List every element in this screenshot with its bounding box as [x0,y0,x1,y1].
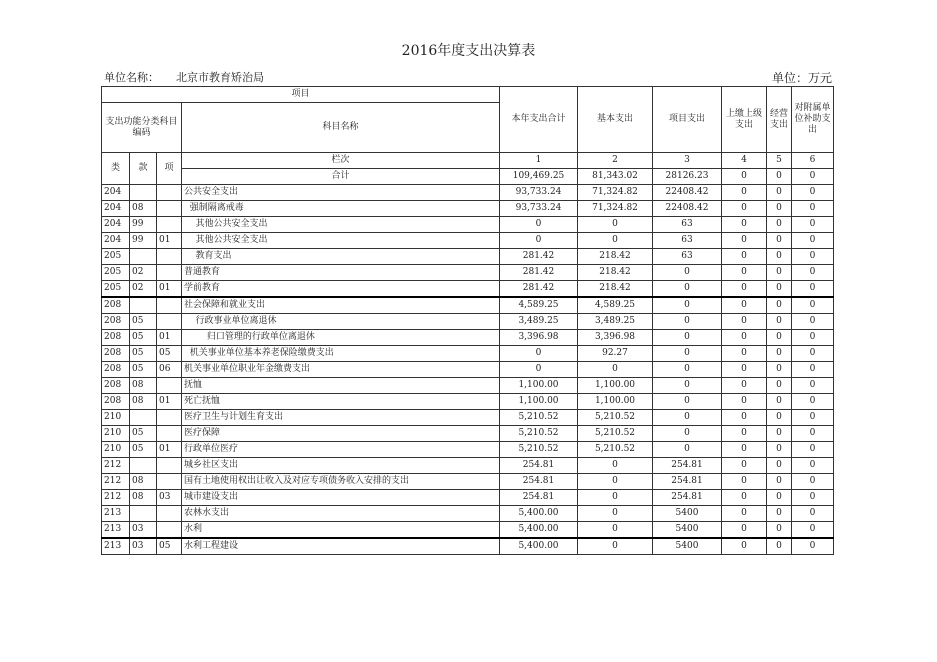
code-kuan: 08 [130,474,157,490]
code-xiang: 06 [157,362,182,378]
code-lei: 204 [102,201,130,217]
code-lei: 208 [102,346,130,362]
header-total: 本年支出合计 [500,87,578,153]
basic-amount: 71,324.82 [578,185,653,201]
business-amount: 0 [767,458,792,474]
upper-amount: 0 [722,233,767,249]
subject-name: 医疗保障 [182,426,500,442]
basic-amount: 71,324.82 [578,201,653,217]
business-amount: 0 [767,538,792,555]
upper-amount: 0 [722,506,767,522]
upper-amount: 0 [722,458,767,474]
code-kuan [130,185,157,201]
basic-amount: 3,489.25 [578,314,653,330]
total-cell: 0 [722,169,767,185]
upper-amount: 0 [722,442,767,458]
code-xiang: 01 [157,330,182,346]
code-xiang [157,378,182,394]
code-lei: 208 [102,297,130,314]
subject-name: 强制隔离戒毒 [182,201,500,217]
code-xiang: 01 [157,281,182,298]
total-amount: 5,210.52 [500,426,578,442]
business-amount: 0 [767,185,792,201]
project-amount: 0 [653,314,722,330]
upper-amount: 0 [722,522,767,539]
code-xiang: 05 [157,346,182,362]
col-number: 3 [653,153,722,169]
code-kuan: 05 [130,346,157,362]
code-lei: 212 [102,474,130,490]
code-xiang: 01 [157,442,182,458]
business-amount: 0 [767,201,792,217]
code-lei: 205 [102,265,130,281]
code-xiang [157,426,182,442]
col-number: 5 [767,153,792,169]
subject-name: 国有土地使用权出让收入及对应专项债务收入安排的支出 [182,474,500,490]
business-amount: 0 [767,217,792,233]
project-amount: 254.81 [653,474,722,490]
upper-amount: 0 [722,249,767,265]
project-amount: 0 [653,442,722,458]
table-row [102,458,834,474]
code-lei: 208 [102,314,130,330]
code-lei: 205 [102,281,130,298]
business-amount: 0 [767,378,792,394]
code-xiang [157,201,182,217]
code-kuan [130,410,157,426]
project-amount: 5400 [653,538,722,555]
col-number: 1 [500,153,578,169]
subsidy-amount: 0 [792,201,834,217]
upper-amount: 0 [722,314,767,330]
total-amount: 254.81 [500,490,578,506]
header-upper: 上缴上级支出 [722,87,767,153]
unit-measure: 单位：万元 [771,71,832,85]
total-amount: 4,589.25 [500,297,578,314]
subject-name: 城市建设支出 [182,490,500,506]
unit-name: 北京市教育矫治局 [176,71,264,84]
total-amount: 281.42 [500,249,578,265]
table-row [102,217,834,233]
subsidy-amount: 0 [792,362,834,378]
project-amount: 63 [653,249,722,265]
subsidy-amount: 0 [792,265,834,281]
upper-amount: 0 [722,410,767,426]
code-lei: 213 [102,538,130,555]
upper-amount: 0 [722,362,767,378]
total-amount: 93,733.24 [500,185,578,201]
project-amount: 0 [653,378,722,394]
header-lei: 类 [102,153,130,185]
table-row [102,297,834,314]
code-kuan: 03 [130,522,157,539]
table-row [102,330,834,346]
project-amount: 0 [653,281,722,298]
report-title: 2016年度支出决算表 [401,43,536,59]
subsidy-amount: 0 [792,217,834,233]
table-row [102,506,834,522]
table-row [102,378,834,394]
subject-name: 其他公共安全支出 [182,217,500,233]
project-amount: 0 [653,362,722,378]
total-cell: 28126.23 [653,169,722,185]
total-amount: 3,489.25 [500,314,578,330]
code-kuan: 03 [130,538,157,555]
subsidy-amount: 0 [792,249,834,265]
table-row [102,265,834,281]
code-kuan: 02 [130,265,157,281]
code-xiang: 01 [157,394,182,410]
code-xiang: 03 [157,490,182,506]
total-amount: 254.81 [500,474,578,490]
basic-amount: 5,210.52 [578,442,653,458]
subsidy-amount: 0 [792,185,834,201]
table-row [102,522,834,539]
subject-name: 机关事业单位职业年金缴费支出 [182,362,500,378]
upper-amount: 0 [722,474,767,490]
basic-amount: 4,589.25 [578,297,653,314]
header-business: 经营支出 [767,87,792,153]
upper-amount: 0 [722,201,767,217]
code-lei: 204 [102,185,130,201]
subject-name: 其他公共安全支出 [182,233,500,249]
business-amount: 0 [767,362,792,378]
code-xiang [157,314,182,330]
basic-amount: 1,100.00 [578,394,653,410]
table-row [102,538,834,555]
header-code: 支出功能分类科目编码 [102,103,182,153]
total-amount: 1,100.00 [500,394,578,410]
code-lei: 208 [102,378,130,394]
project-amount: 0 [653,346,722,362]
upper-amount: 0 [722,394,767,410]
table-row [102,426,834,442]
unit-label: 单位名称： [104,71,159,84]
project-amount: 5400 [653,506,722,522]
col-number: 6 [792,153,834,169]
business-amount: 0 [767,426,792,442]
subject-name: 医疗卫生与计划生育支出 [182,410,500,426]
subsidy-amount: 0 [792,538,834,555]
business-amount: 0 [767,314,792,330]
header-subsidy: 对附属单位补助支出 [792,87,834,153]
total-cell: 0 [767,169,792,185]
code-kuan [130,506,157,522]
total-amount: 0 [500,362,578,378]
code-lei: 205 [102,249,130,265]
table-row [102,314,834,330]
project-amount: 0 [653,265,722,281]
col-number: 2 [578,153,653,169]
total-amount: 0 [500,346,578,362]
total-amount: 1,100.00 [500,378,578,394]
business-amount: 0 [767,490,792,506]
subsidy-amount: 0 [792,506,834,522]
total-amount: 93,733.24 [500,201,578,217]
total-amount: 5,400.00 [500,538,578,555]
header-lanci: 栏次 [182,153,500,169]
business-amount: 0 [767,233,792,249]
business-amount: 0 [767,394,792,410]
basic-amount: 0 [578,474,653,490]
subsidy-amount: 0 [792,426,834,442]
subsidy-amount: 0 [792,474,834,490]
business-amount: 0 [767,474,792,490]
subject-name: 普通教育 [182,265,500,281]
subsidy-amount: 0 [792,297,834,314]
table-row [102,249,834,265]
subsidy-amount: 0 [792,522,834,539]
code-kuan: 05 [130,362,157,378]
business-amount: 0 [767,297,792,314]
total-cell: 109,469.25 [500,169,578,185]
total-amount: 281.42 [500,281,578,298]
table-row [102,394,834,410]
code-kuan: 08 [130,394,157,410]
business-amount: 0 [767,522,792,539]
code-kuan [130,458,157,474]
code-lei: 210 [102,442,130,458]
table-row [102,233,834,249]
subsidy-amount: 0 [792,314,834,330]
project-amount: 5400 [653,522,722,539]
subsidy-amount: 0 [792,281,834,298]
code-xiang [157,217,182,233]
subsidy-amount: 0 [792,233,834,249]
table-row [102,442,834,458]
code-kuan [130,297,157,314]
code-lei: 212 [102,490,130,506]
subject-name: 死亡抚恤 [182,394,500,410]
subsidy-amount: 0 [792,442,834,458]
code-kuan [130,249,157,265]
total-amount: 3,396.98 [500,330,578,346]
subject-name: 行政事业单位离退休 [182,314,500,330]
subject-name: 教育支出 [182,249,500,265]
business-amount: 0 [767,442,792,458]
subject-name: 水利工程建设 [182,538,500,555]
business-amount: 0 [767,410,792,426]
subsidy-amount: 0 [792,346,834,362]
code-kuan: 05 [130,330,157,346]
code-lei: 208 [102,330,130,346]
expenditure-table [101,86,834,555]
code-kuan: 05 [130,314,157,330]
upper-amount: 0 [722,426,767,442]
header-heji: 合计 [182,169,500,185]
code-lei: 208 [102,394,130,410]
basic-amount: 0 [578,506,653,522]
total-amount: 5,400.00 [500,522,578,539]
basic-amount: 0 [578,217,653,233]
code-xiang [157,185,182,201]
table-row [102,362,834,378]
subsidy-amount: 0 [792,330,834,346]
subject-name: 社会保障和就业支出 [182,297,500,314]
upper-amount: 0 [722,538,767,555]
subject-name: 农林水支出 [182,506,500,522]
code-kuan: 05 [130,442,157,458]
code-xiang: 05 [157,538,182,555]
basic-amount: 0 [578,490,653,506]
total-amount: 281.42 [500,265,578,281]
code-lei: 204 [102,233,130,249]
code-xiang [157,458,182,474]
business-amount: 0 [767,506,792,522]
subject-name: 抚恤 [182,378,500,394]
project-amount: 63 [653,233,722,249]
basic-amount: 0 [578,522,653,539]
project-amount: 22408.42 [653,185,722,201]
basic-amount: 5,210.52 [578,426,653,442]
upper-amount: 0 [722,297,767,314]
total-amount: 5,210.52 [500,410,578,426]
code-xiang [157,474,182,490]
basic-amount: 218.42 [578,249,653,265]
code-xiang [157,297,182,314]
subsidy-amount: 0 [792,458,834,474]
project-amount: 0 [653,297,722,314]
basic-amount: 1,100.00 [578,378,653,394]
subsidy-amount: 0 [792,378,834,394]
table-row [102,201,834,217]
code-kuan: 99 [130,233,157,249]
header-project: 项目 [102,87,500,103]
upper-amount: 0 [722,185,767,201]
code-kuan: 08 [130,201,157,217]
subject-name: 公共安全支出 [182,185,500,201]
subject-name: 行政单位医疗 [182,442,500,458]
basic-amount: 0 [578,458,653,474]
business-amount: 0 [767,265,792,281]
basic-amount: 0 [578,538,653,555]
project-amount: 0 [653,394,722,410]
project-amount: 0 [653,330,722,346]
total-amount: 5,400.00 [500,506,578,522]
code-lei: 212 [102,458,130,474]
header-xiang: 项 [157,153,182,185]
upper-amount: 0 [722,346,767,362]
code-xiang [157,265,182,281]
upper-amount: 0 [722,265,767,281]
subject-name: 归口管理的行政单位离退休 [182,330,500,346]
total-amount: 254.81 [500,458,578,474]
project-amount: 254.81 [653,490,722,506]
subsidy-amount: 0 [792,394,834,410]
subject-name: 城乡社区支出 [182,458,500,474]
basic-amount: 92.27 [578,346,653,362]
basic-amount: 0 [578,233,653,249]
basic-amount: 218.42 [578,281,653,298]
code-kuan: 99 [130,217,157,233]
total-cell: 81,343.02 [578,169,653,185]
upper-amount: 0 [722,330,767,346]
upper-amount: 0 [722,490,767,506]
project-amount: 22408.42 [653,201,722,217]
project-amount: 0 [653,426,722,442]
basic-amount: 3,396.98 [578,330,653,346]
header-proj: 项目支出 [653,87,722,153]
upper-amount: 0 [722,378,767,394]
header-kuan: 款 [130,153,157,185]
header-basic: 基本支出 [578,87,653,153]
table-row [102,474,834,490]
subject-name: 机关事业单位基本养老保险缴费支出 [182,346,500,362]
code-lei: 210 [102,410,130,426]
table-row [102,185,834,201]
basic-amount: 218.42 [578,265,653,281]
code-lei: 204 [102,217,130,233]
code-xiang [157,522,182,539]
basic-amount: 0 [578,362,653,378]
code-kuan: 08 [130,378,157,394]
subject-name: 学前教育 [182,281,500,298]
subsidy-amount: 0 [792,490,834,506]
subsidy-amount: 0 [792,410,834,426]
header-name: 科目名称 [182,103,500,153]
business-amount: 0 [767,281,792,298]
code-kuan: 08 [130,490,157,506]
code-lei: 210 [102,426,130,442]
upper-amount: 0 [722,281,767,298]
business-amount: 0 [767,249,792,265]
total-amount: 5,210.52 [500,442,578,458]
code-lei: 213 [102,506,130,522]
business-amount: 0 [767,330,792,346]
total-amount: 0 [500,217,578,233]
business-amount: 0 [767,346,792,362]
code-kuan: 05 [130,426,157,442]
project-amount: 254.81 [653,458,722,474]
total-amount: 0 [500,233,578,249]
code-lei: 208 [102,362,130,378]
code-xiang [157,506,182,522]
code-kuan: 02 [130,281,157,298]
table-row [102,490,834,506]
total-cell: 0 [792,169,834,185]
project-amount: 63 [653,217,722,233]
code-xiang [157,249,182,265]
col-number: 4 [722,153,767,169]
table-row [102,410,834,426]
code-xiang [157,410,182,426]
project-amount: 0 [653,410,722,426]
table-row [102,346,834,362]
code-lei: 213 [102,522,130,539]
basic-amount: 5,210.52 [578,410,653,426]
subject-name: 水利 [182,522,500,539]
code-xiang: 01 [157,233,182,249]
upper-amount: 0 [722,217,767,233]
table-row [102,281,834,298]
